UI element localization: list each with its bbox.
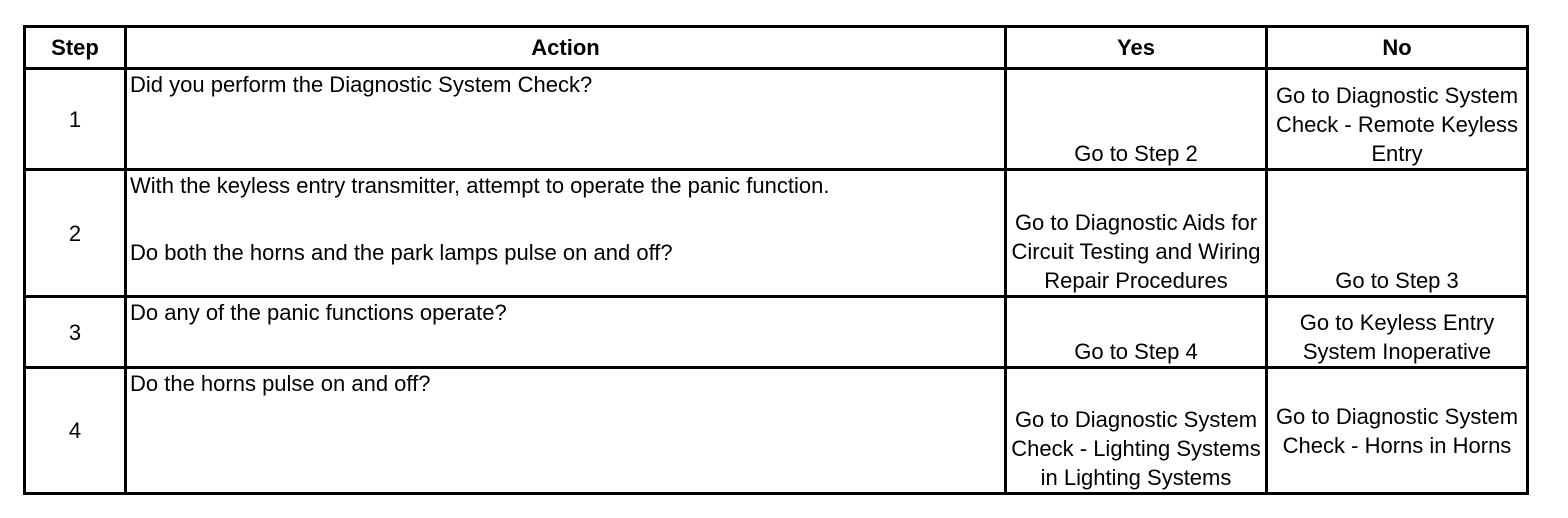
- no-result: Go to Keyless Entry System Inoperative: [1267, 297, 1528, 368]
- action-line: Did you perform the Diagnostic System Check?: [130, 72, 593, 97]
- action-text: [126, 69, 1006, 170]
- no-result: Go to Diagnostic System Check - Horns in Horns: [1267, 368, 1528, 494]
- header-no: No: [1267, 27, 1528, 69]
- action-line: With the keyless entry transmitter, attempt to operate the panic function.: [130, 173, 830, 198]
- yes-result: Go to Step 4: [1006, 297, 1267, 368]
- table-row: [25, 297, 1528, 368]
- table-row: [25, 69, 1528, 170]
- diagnostic-table: [23, 25, 1529, 495]
- yes-result: Go to Diagnostic Aids for Circuit Testing and Wiring Repair Procedures: [1006, 170, 1267, 297]
- no-result: Go to Step 3: [1267, 170, 1528, 297]
- step-number: 2: [25, 170, 126, 297]
- action-line: Do the horns pulse on and off?: [130, 371, 431, 396]
- step-number: 4: [25, 368, 126, 494]
- header-step: Step: [25, 27, 126, 69]
- header-action: Action: [126, 27, 1006, 69]
- step-number: 3: [25, 297, 126, 368]
- header-yes: Yes: [1006, 27, 1267, 69]
- header-row: [25, 27, 1528, 69]
- table-row: [25, 170, 1528, 297]
- table-row: [25, 368, 1528, 494]
- action-text: [126, 368, 1006, 494]
- yes-result: Go to Step 2: [1006, 69, 1267, 170]
- action-text: [126, 297, 1006, 368]
- yes-result: Go to Diagnostic System Check - Lighting Systems in Lighting Systems: [1006, 368, 1267, 494]
- step-number: 1: [25, 69, 126, 170]
- action-line: Do any of the panic functions operate?: [130, 300, 507, 325]
- action-text: [126, 170, 1006, 297]
- action-question: Do both the horns and the park lamps pulse on and off?: [130, 240, 673, 265]
- no-result: Go to Diagnostic System Check - Remote Keyless Entry: [1267, 69, 1528, 170]
